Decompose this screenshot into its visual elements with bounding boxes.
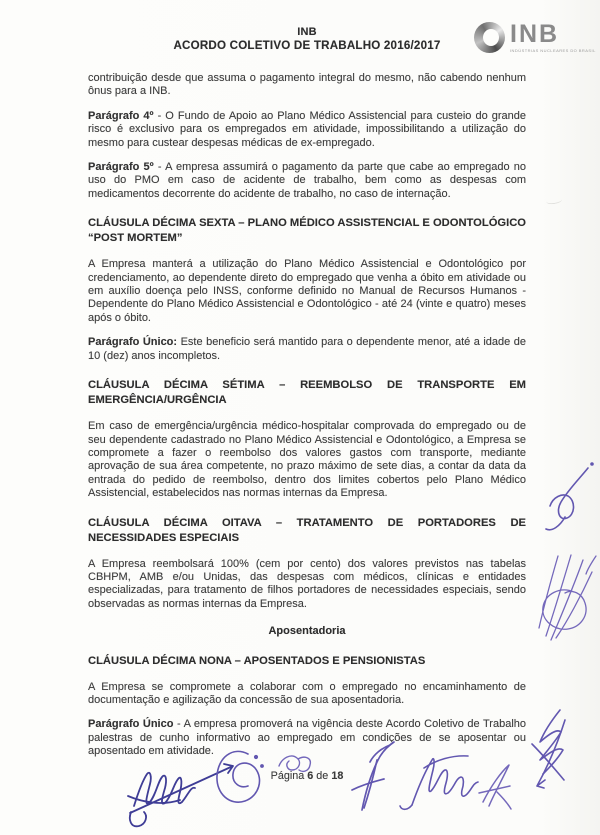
logo-text: INB [510,20,560,49]
paragraph: Em caso de emergência/urgência médico-hospitalar comprovada do empregado ou de seu dependente cadastrado no Plano Médico Assistencial e Odontológico, a Empresa se compromete a fazer o reembolso dos valores gastos com transporte, mediante aprovação de sua área competente, no prazo máximo de sete dias, a contar da data da entrada do pedido de reembolso, dentro dos limites cobertos pelo Plano Médico Assistencial, estabelecidos nas normas internas da Empresa. [88,420,526,500]
document-body [88,72,526,770]
page-number: Página 6 de 18 [270,770,344,782]
paragraph: A Empresa se compromete a colaborar com o empregado no encaminhamento de documentação e agilização da concessão de sua aposentadoria. [88,680,526,706]
paragraph: contribuição desde que assuma o pagamento integral do mesmo, não cabendo nenhum ônus para a INB. [88,72,526,98]
paragraph-lead: Parágrafo Único: [88,336,178,349]
paragraph-lead: Parágrafo Único [88,718,174,731]
scan-smudge [546,196,563,205]
clause-heading: CLÁUSULA DÉCIMA SÉTIMA – REEMBOLSO DE TRANSPORTE EM EMERGÊNCIA/URGÊNCIA [88,379,526,407]
section-heading: Aposentadoria [268,625,346,638]
paragraph: Parágrafo 5º - A empresa assumirá o pagamento da parte que cabe ao empregado no uso do PMO em caso de acidente de trabalho, bem como as despesas com medicamentos decorrente do acidente de trabalho, no caso de internação. [88,161,526,200]
globe-swirl-icon [474,22,505,53]
clause-heading: CLÁUSULA DÉCIMA OITAVA – TRATAMENTO DE PORTADORES DE NECESSIDADES ESPECIAIS [88,516,526,544]
paragraph: Parágrafo Único: Este beneficio será mantido para o dependente menor, até a idade de 10 (dez) anos incompletos. [88,336,526,362]
right-flourish-signature [532,710,565,788]
clause-heading: CLÁUSULA DÉCIMA NONA – APOSENTADOS E PENSIONISTAS [88,654,426,667]
paragraph: A Empresa manterá a utilização do Plano Médico Assistencial e Odontológico por credenciamento, ao dependente direto do empregado que venha a óbito em atividade ou em auxílio doença pelo INSS, conforme definido no Manual de Recursos Humanos - Dependente do Plano Médico Assistencial e Odontológico - até 24 (vinte e quatro) meses após o óbito. [88,258,526,324]
paragraph-lead: Parágrafo 4º [88,109,154,122]
margin-scribble-signature [539,555,596,640]
paragraph-lead: Parágrafo 5º [88,161,154,174]
document-title: ACORDO COLETIVO DE TRABALHO 2016/2017 [173,39,441,52]
company-name: INB [297,26,317,38]
paragraph: Parágrafo Único - A empresa promoverá na vigência deste Acordo Coletivo de Trabalho palestras de cunho informativo ao empregado em condições de se aposentar ou aposentado em atividade. [88,718,527,758]
paragraph: A Empresa reembolsará 100% (cem por cento) dos valores previstos nas tabelas CBHPM, AMB e/ou Unidas, das despesas com médicos, clínicas e entidades especializadas, para tratamento de filhos portadores de necessidades especiais, sendo observadas as normas internas da Empresa. [88,557,526,610]
inb-logo [474,22,596,53]
margin-initials-signature [546,463,593,530]
document-header [88,26,526,53]
paragraph: Parágrafo 4º - O Fundo de Apoio ao Plano Médico Assistencial para custeio do grande risco é exclusivo para os empregados em atividade, impossibilitando a utilização do mesmo para custear despesas médicas de ex-empregado. [88,109,527,149]
clause-heading: CLÁUSULA DÉCIMA SEXTA – PLANO MÉDICO ASSISTENCIAL E ODONTOLÓGICO “POST MORTEM” [88,217,526,245]
logo-tagline: INDÚSTRIAS NUCLEARES DO BRASIL [510,47,596,53]
